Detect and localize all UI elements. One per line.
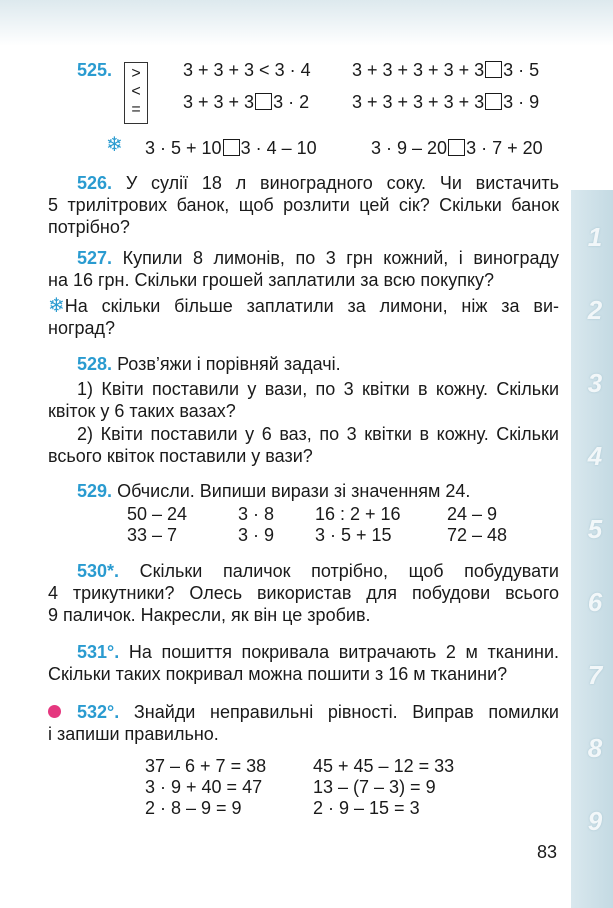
expr-left: 3 · 5 + 10 (145, 138, 222, 158)
ex529-expr: 50 – 24 (127, 504, 188, 524)
side-tab-2: 2 (587, 295, 603, 325)
text: У сулії 18 л виноградного соку. Чи вистачить (125, 173, 559, 193)
expr-left: 3 + 3 + 3 (183, 92, 255, 112)
expr-right: 3 · 4 – 10 (240, 138, 317, 158)
expr-left: 3 + 3 + 3 + 3 + 3 (352, 60, 485, 80)
snowflake-icon: ❄ (106, 134, 123, 156)
ex525-expr-2 (352, 59, 539, 81)
ex525-expr-4 (352, 91, 539, 113)
ex529-line-1 (77, 480, 559, 502)
ex528-number: 528. (77, 354, 113, 374)
ex528-item1-line-1: 1) Квіти поставили у вази, по 3 квітки в кожну. Скільки (77, 379, 559, 399)
ex530-line-2: 4 трикутники? Олесь використав для побудови всього (48, 583, 559, 603)
compare-blank-box (485, 93, 502, 110)
greater-sign: > (131, 65, 141, 82)
ex526-line-2: 5 трилітрових банок, щоб розлити цей сік? Скільки банок (48, 195, 559, 215)
compare-blank-box (255, 93, 272, 110)
ex526-number: 526. (77, 173, 113, 193)
side-tab-8: 8 (587, 733, 603, 763)
ex529-expr: 3 · 5 + 15 (315, 525, 392, 545)
ex530-line-1 (77, 560, 559, 582)
expr-right: 3 · 5 (503, 60, 540, 80)
text: Скільки паличок потрібно, щоб побудувати (139, 561, 559, 581)
snowflake-icon: ❄ (48, 295, 65, 317)
ex528-item2-line-1: 2) Квіти поставили у 6 ваз, по 3 квітки в кожну. Скільки (77, 424, 559, 444)
expr-left: 3 · 9 – 20 (371, 138, 448, 158)
ex529-expr: 3 · 8 (238, 504, 275, 524)
expr-left: 3 + 3 + 3 + 3 + 3 (352, 92, 485, 112)
side-tab-3: 3 (587, 368, 603, 398)
text: На скільки більше заплатили за лимони, ніж за ви- (64, 296, 559, 316)
ex531-number: 531°. (77, 642, 120, 662)
ex529-expr: 24 – 9 (447, 504, 498, 524)
ex527-number: 527. (77, 248, 113, 268)
compare-blank-box (223, 139, 240, 156)
top-band (0, 0, 613, 46)
text: Знайди неправильні рівності. Виправ помилки (133, 702, 559, 722)
ex527-star-line-2: ноград? (48, 318, 116, 338)
ex529-number: 529. (77, 481, 113, 501)
ex527-star-line-1 (48, 295, 559, 317)
side-tab-9: 9 (587, 806, 603, 836)
ex532-equation: 2 · 9 – 15 = 3 (313, 798, 420, 818)
ex527-line-1 (77, 247, 559, 269)
ex525-star-expr-2 (371, 137, 543, 159)
ex528-line-1 (77, 353, 559, 375)
ex528-item1-line-2: квіток у 6 таких вазах? (48, 401, 236, 421)
ex530-number: 530*. (77, 561, 120, 581)
ex526-line-3: потрібно? (48, 217, 130, 237)
text: Розв’яжи і порівняй задачі. (117, 354, 341, 374)
comparison-signs-box (124, 62, 148, 124)
ex528-item2-line-2: всього квіток поставили у вази? (48, 446, 313, 466)
side-tab-1: 1 (587, 222, 603, 252)
ex530-line-3: 9 паличок. Накресли, як він це зробив. (48, 605, 371, 625)
ex529-expr: 33 – 7 (127, 525, 178, 545)
ex532-number: 532°. (77, 702, 120, 722)
ex529-expr: 72 – 48 (447, 525, 508, 545)
side-tab-6: 6 (587, 587, 603, 617)
ex525-star-expr-1 (145, 137, 317, 159)
ex532-line-2: і запиши правильно. (48, 724, 219, 744)
side-tab-5: 5 (587, 514, 603, 544)
ex532-equation: 45 + 45 – 12 = 33 (313, 756, 455, 776)
ex525-expr-3 (183, 91, 309, 113)
compare-blank-box (448, 139, 465, 156)
text: Обчисли. Випиши вирази зі значенням 24. (117, 481, 471, 501)
less-sign: < (131, 83, 141, 100)
ex527-line-2: на 16 грн. Скільки грошей заплатили за всю покупку? (48, 270, 495, 290)
ex525-expr-1: 3 + 3 + 3 < 3 · 4 (183, 60, 311, 80)
ex529-expr: 16 : 2 + 16 (315, 504, 401, 524)
ex532-line-1 (77, 701, 559, 723)
expr-right: 3 · 9 (503, 92, 540, 112)
difficulty-bullet-icon (48, 705, 61, 718)
equal-sign: = (131, 101, 141, 118)
expr-right: 3 · 7 + 20 (466, 138, 543, 158)
ex532-equation: 13 – (7 – 3) = 9 (313, 777, 436, 797)
ex525-number: 525. (77, 60, 113, 80)
ex531-line-1 (77, 641, 559, 663)
ex532-equation: 3 · 9 + 40 = 47 (145, 777, 263, 797)
compare-blank-box (485, 61, 502, 78)
text: Купили 8 лимонів, по 3 грн кожний, і винограду (122, 248, 559, 268)
page-number: 83 (537, 842, 558, 862)
text: На пошиття покривала витрачають 2 м тканини. (128, 642, 559, 662)
side-tab-4: 4 (587, 441, 603, 471)
ex532-equation: 2 · 8 – 9 = 9 (145, 798, 242, 818)
side-tab-7: 7 (587, 660, 603, 690)
ex526-line-1 (77, 172, 559, 194)
expr-right: 3 · 2 (273, 92, 310, 112)
ex529-expr: 3 · 9 (238, 525, 275, 545)
ex532-equation: 37 – 6 + 7 = 38 (145, 756, 267, 776)
ex531-line-2: Скільки таких покривал можна пошити з 16 м тканини? (48, 664, 508, 684)
